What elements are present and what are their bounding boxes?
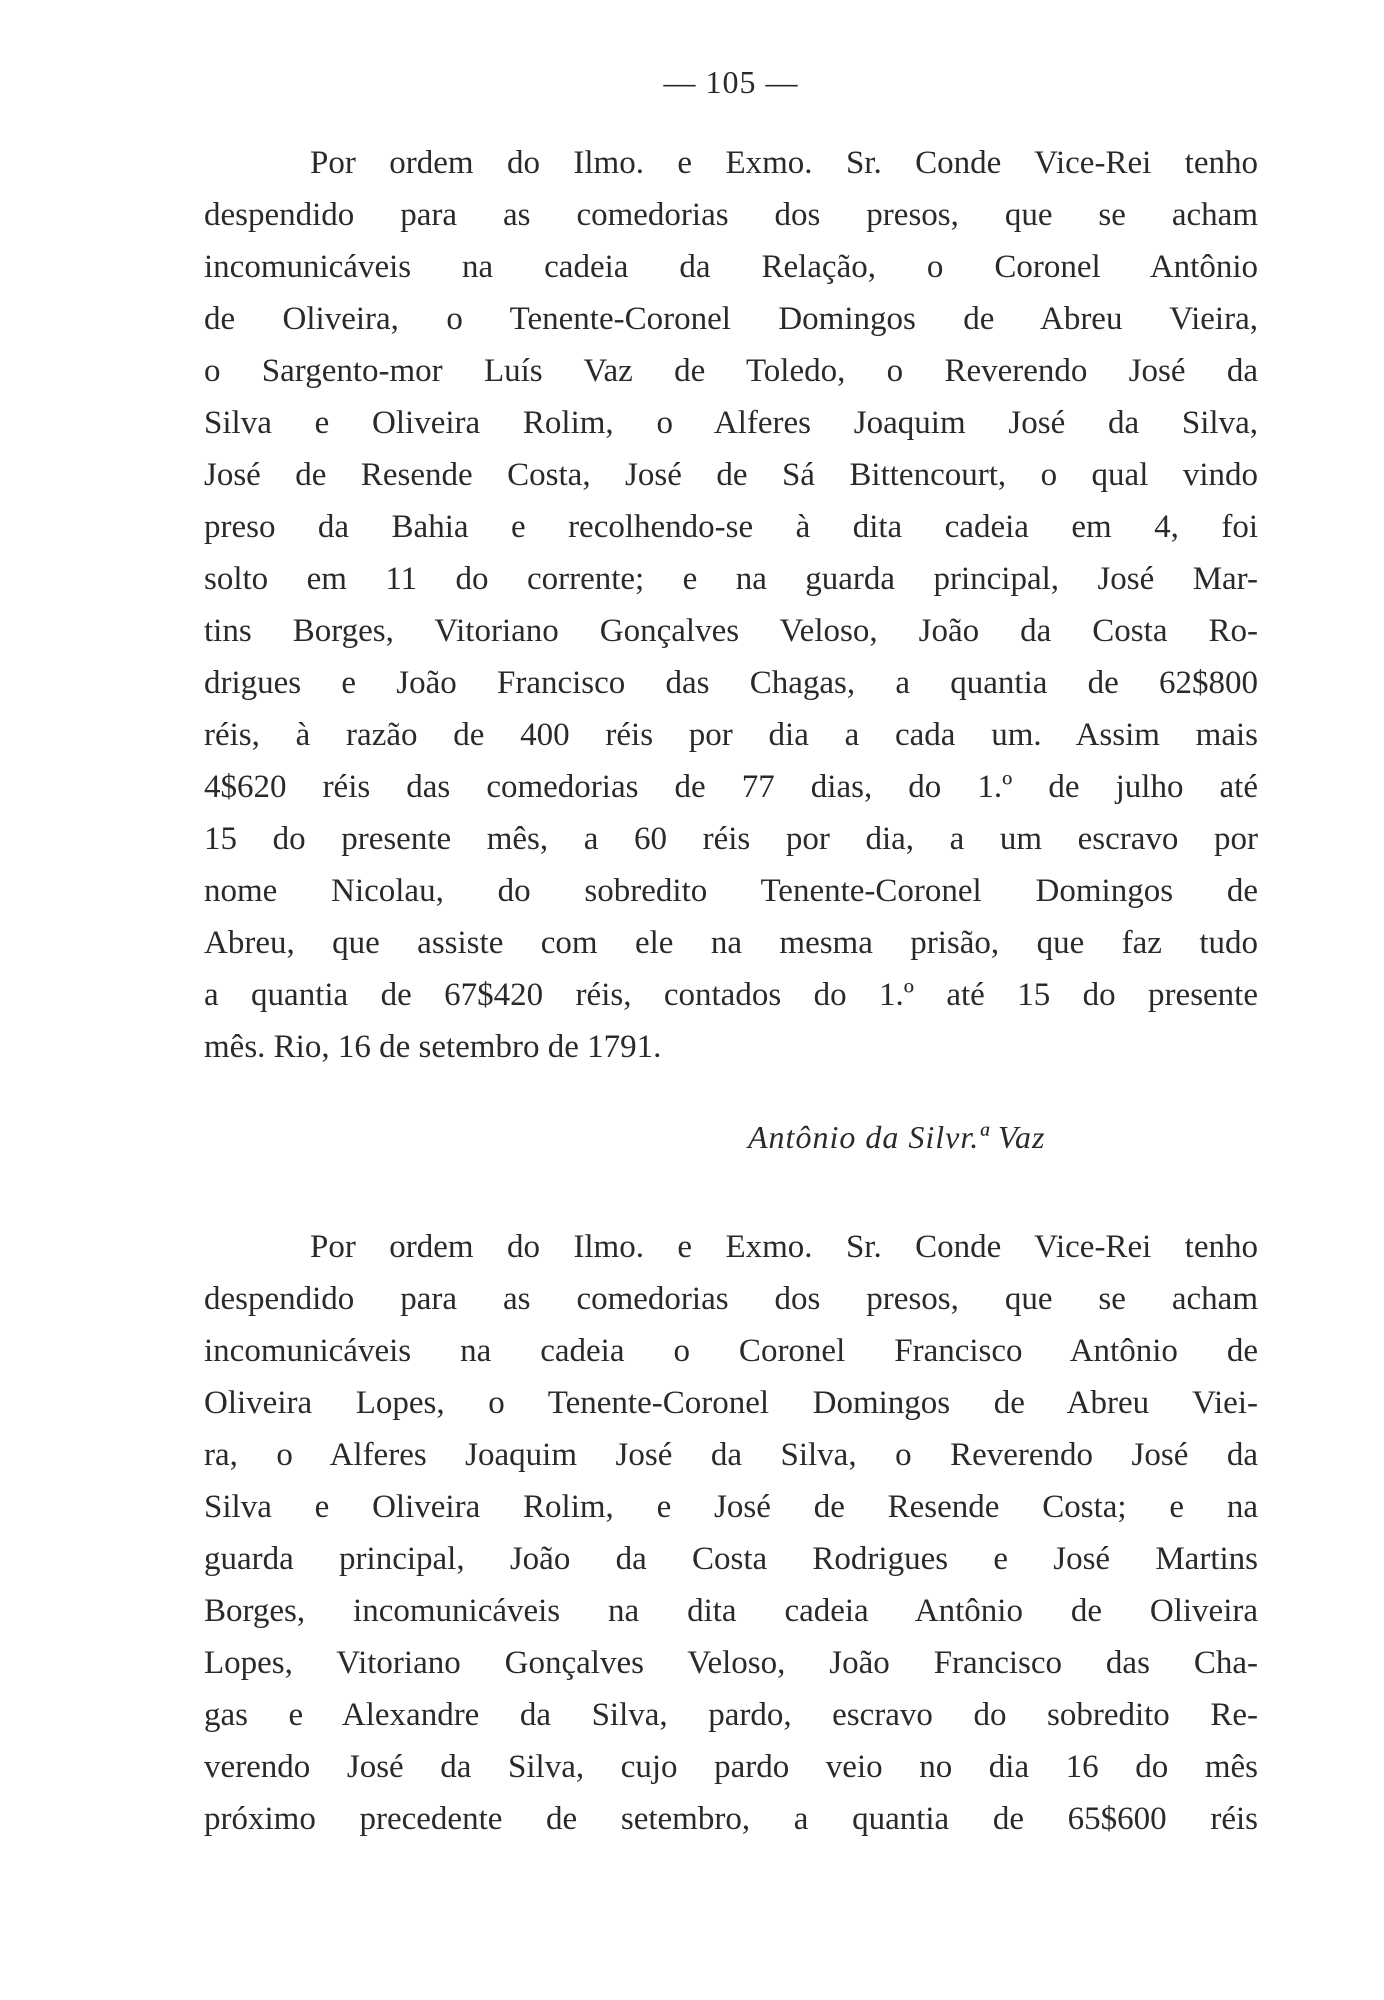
text-line: despendido para as comedorias dos presos, que se acham <box>204 197 1258 233</box>
text-line: incomunicáveis na cadeia o Coronel Francisco Antônio de <box>204 1333 1258 1369</box>
text-line: réis, à razão de 400 réis por dia a cada um. Assim mais <box>204 717 1258 753</box>
text-line: solto em 11 do corrente; e na guarda principal, José Mar- <box>204 561 1258 597</box>
text-line: drigues e João Francisco das Chagas, a quantia de 62$800 <box>204 665 1258 701</box>
paragraph-2 <box>204 1221 1258 1845</box>
text-line: gas e Alexandre da Silva, pardo, escravo do sobredito Re- <box>204 1697 1258 1733</box>
text-line: Oliveira Lopes, o Tenente-Coronel Domingos de Abreu Viei- <box>204 1385 1258 1421</box>
text-line: despendido para as comedorias dos presos, que se acham <box>204 1281 1258 1317</box>
text-line: verendo José da Silva, cujo pardo veio no dia 16 do mês <box>204 1749 1258 1785</box>
text-line: Por ordem do Ilmo. e Exmo. Sr. Conde Vice-Rei tenho <box>310 1229 1258 1265</box>
signature: Antônio da Silvr.ª Vaz <box>748 1119 1046 1155</box>
text-line: 4$620 réis das comedorias de 77 dias, do 1.º de julho até <box>204 769 1258 805</box>
text-line: o Sargento-mor Luís Vaz de Toledo, o Reverendo José da <box>204 353 1258 389</box>
text-line: ra, o Alferes Joaquim José da Silva, o Reverendo José da <box>204 1437 1258 1473</box>
text-line: Silva e Oliveira Rolim, o Alferes Joaquim José da Silva, <box>204 405 1258 441</box>
text-line: Por ordem do Ilmo. e Exmo. Sr. Conde Vice-Rei tenho <box>310 145 1258 181</box>
text-line: 15 do presente mês, a 60 réis por dia, a um escravo por <box>204 821 1258 857</box>
text-line: Borges, incomunicáveis na dita cadeia Antônio de Oliveira <box>204 1593 1258 1629</box>
text-line: Abreu, que assiste com ele na mesma prisão, que faz tudo <box>204 925 1258 961</box>
text-line: Silva e Oliveira Rolim, e José de Resende Costa; e na <box>204 1489 1258 1525</box>
text-line: a quantia de 67$420 réis, contados do 1.º até 15 do presente <box>204 977 1258 1013</box>
text-line: de Oliveira, o Tenente-Coronel Domingos de Abreu Vieira, <box>204 301 1258 337</box>
text-line: guarda principal, João da Costa Rodrigues e José Martins <box>204 1541 1258 1577</box>
text-line: Lopes, Vitoriano Gonçalves Veloso, João Francisco das Cha- <box>204 1645 1258 1681</box>
page-number: — 105 — <box>663 64 799 100</box>
text-line: preso da Bahia e recolhendo-se à dita cadeia em 4, foi <box>204 509 1258 545</box>
text-line: próximo precedente de setembro, a quantia de 65$600 réis <box>204 1801 1258 1837</box>
text-line: incomunicáveis na cadeia da Relação, o Coronel Antônio <box>204 249 1258 285</box>
text-line: tins Borges, Vitoriano Gonçalves Veloso, João da Costa Ro- <box>204 613 1258 649</box>
text-line: mês. Rio, 16 de setembro de 1791. <box>204 1029 662 1065</box>
paragraph-1 <box>204 137 1258 1073</box>
text-line: nome Nicolau, do sobredito Tenente-Coronel Domingos de <box>204 873 1258 909</box>
text-line: José de Resende Costa, José de Sá Bittencourt, o qual vindo <box>204 457 1258 493</box>
